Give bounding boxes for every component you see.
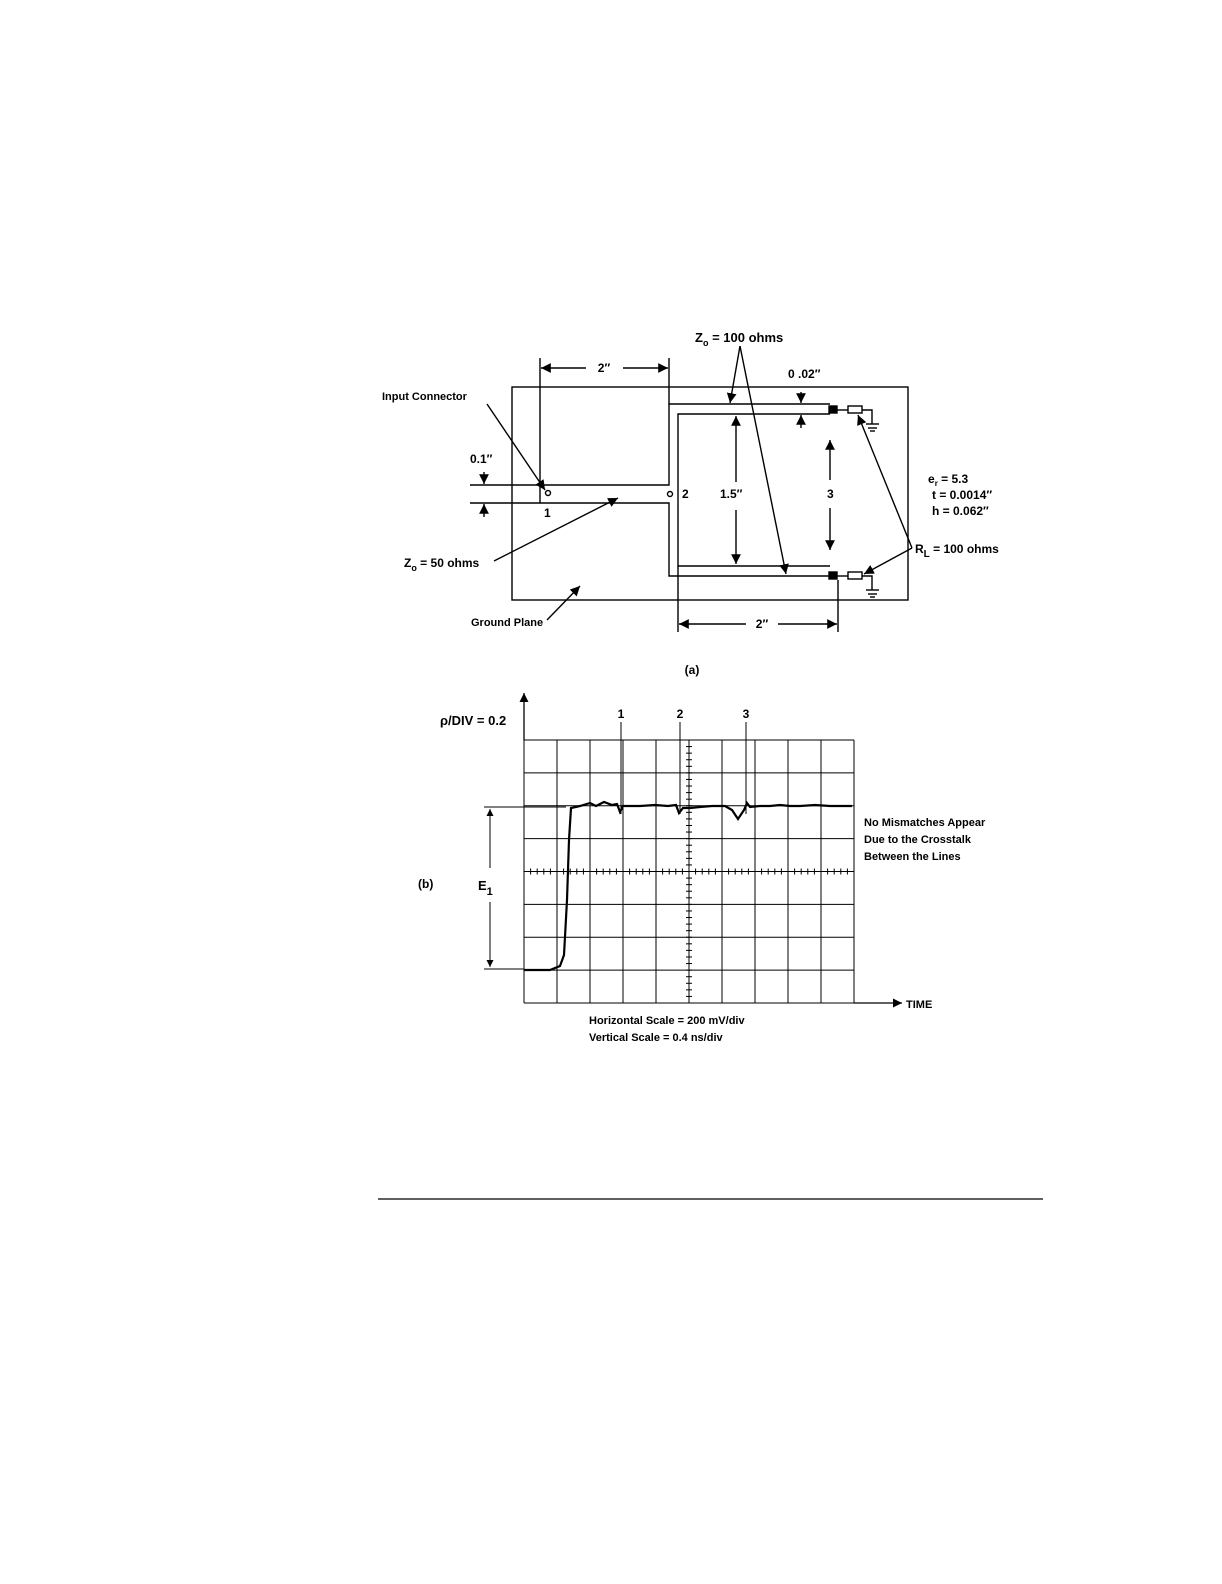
dim-002-label: 0 .02″ <box>788 367 821 381</box>
leader-zo100-bottom <box>740 346 786 574</box>
node-1-dot <box>546 491 551 496</box>
er-label: $e_r = 5.3$ <box>928 472 969 488</box>
marker-2-label: 2 <box>676 707 684 721</box>
dim-bottom-2in-label: 2″ <box>755 617 769 631</box>
caption-a: (a) <box>684 663 700 677</box>
note-line-2: Due to the Crosstalk <box>864 834 971 846</box>
horizontal-scale-label: Horizontal Scale = 200 mV/div <box>589 1015 745 1027</box>
dim-15-label: 1.5″ <box>720 487 743 501</box>
marker-1-label: 1 <box>617 707 625 721</box>
dim-01-label: 0.1″ <box>470 452 493 466</box>
caption-b: (b) <box>418 877 434 891</box>
input-connector-label: Input Connector <box>382 391 467 403</box>
note-line-3: Between the Lines <box>864 851 961 863</box>
note-line-1: No Mismatches Appear <box>864 817 986 829</box>
node-2-label: 2 <box>682 487 689 501</box>
diagram-b <box>484 693 902 1003</box>
node-1-label: 1 <box>544 506 551 520</box>
diagram-a <box>470 346 912 632</box>
ground-plane-label: Ground Plane <box>471 617 544 629</box>
zo-100-label: $Z_o = 100$ ohms <box>695 330 784 348</box>
time-label: TIME <box>906 999 933 1011</box>
leader-input-connector <box>487 404 545 490</box>
e1-label: $E_1$ <box>478 878 493 898</box>
node-2-dot <box>668 492 673 497</box>
h-param-label: h = 0.062″ <box>932 504 989 518</box>
strip-100-ohm-inner <box>678 414 830 566</box>
y-scale-label: ρ/DIV = 0.2 <box>440 713 507 728</box>
leader-ground-plane <box>547 586 580 620</box>
vertical-scale-label: Vertical Scale = 0.4 ns/div <box>589 1032 723 1044</box>
leader-rl-top <box>858 415 912 548</box>
dim-top-2in-label: 2″ <box>597 361 611 375</box>
node-3-label: 3 <box>827 487 834 501</box>
t-param-label: t = 0.0014″ <box>932 488 993 502</box>
leader-rl-bottom <box>864 548 912 574</box>
load-resistor-bottom <box>829 572 879 597</box>
rl-label: $R_L = 100$ ohms <box>915 542 999 560</box>
ground-plane-board <box>512 387 908 600</box>
load-resistor-top <box>829 406 879 431</box>
tdr-waveform <box>524 802 852 970</box>
zo-50-label: $Z_o = 50$ ohms <box>404 556 480 573</box>
leader-zo100-top <box>730 346 740 403</box>
diagram-b-labels <box>418 707 986 1044</box>
marker-3-label: 3 <box>742 707 750 721</box>
